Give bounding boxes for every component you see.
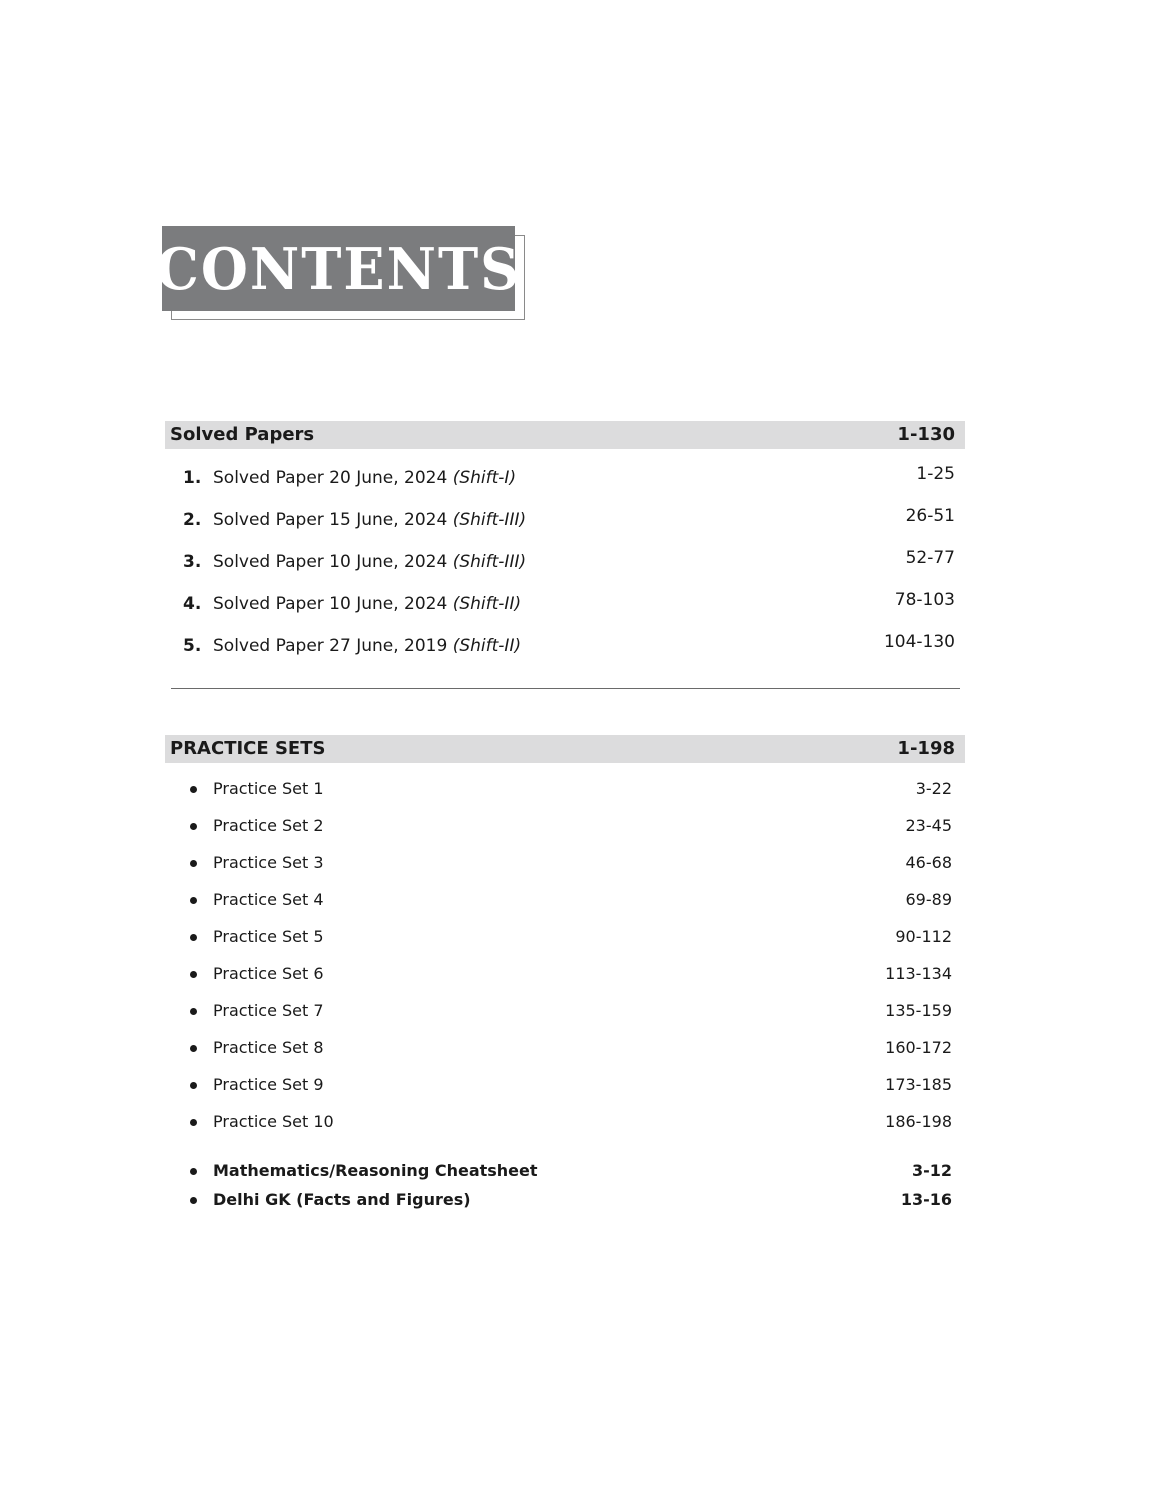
toc-entry-practice-set-1[interactable] <box>165 776 965 802</box>
entry-pages: 1-25 <box>916 464 955 484</box>
entry-pages: 173-185 <box>885 1075 952 1094</box>
solved-papers-header <box>165 421 965 449</box>
toc-entry-solved-paper-5[interactable] <box>165 631 965 661</box>
entry-number: 1. <box>183 468 202 488</box>
section-label: Solved Papers <box>170 424 315 445</box>
bullet-icon <box>190 1119 197 1126</box>
entry-shift: (Shift-II) <box>452 636 522 656</box>
entry-title: Practice Set 4 <box>213 890 324 909</box>
entry-title: Mathematics/Reasoning Cheatsheet <box>213 1161 538 1180</box>
entry-title: Solved Paper 10 June, 2024 (Shift-II) <box>213 594 522 614</box>
bullet-icon <box>190 1082 197 1089</box>
entry-shift: (Shift-III) <box>452 552 527 572</box>
entry-pages: 160-172 <box>885 1038 952 1057</box>
bullet-icon <box>190 897 197 904</box>
entry-title: Practice Set 3 <box>213 853 324 872</box>
toc-entry-practice-set-7[interactable] <box>165 998 965 1024</box>
entry-title: Practice Set 8 <box>213 1038 324 1057</box>
entry-title: Solved Paper 27 June, 2019 (Shift-II) <box>213 636 522 656</box>
entry-title: Practice Set 2 <box>213 816 324 835</box>
section-label: PRACTICE SETS <box>170 738 326 759</box>
entry-title: Delhi GK (Facts and Figures) <box>213 1190 471 1209</box>
bullet-icon <box>190 1168 197 1175</box>
entry-pages: 13-16 <box>900 1190 952 1209</box>
entry-number: 3. <box>183 552 202 572</box>
bullet-icon <box>190 1045 197 1052</box>
entry-pages: 113-134 <box>885 964 952 983</box>
bullet-icon <box>190 934 197 941</box>
contents-title-box <box>155 226 522 311</box>
entry-number: 4. <box>183 594 202 614</box>
entry-pages: 3-12 <box>911 1161 952 1180</box>
bullet-icon <box>190 860 197 867</box>
toc-entry-cheatsheet[interactable] <box>165 1158 965 1184</box>
entry-pages: 90-112 <box>895 927 952 946</box>
entry-pages: 104-130 <box>883 632 955 652</box>
entry-title: Practice Set 10 <box>213 1112 334 1131</box>
section-pages: 1-130 <box>897 424 955 445</box>
entry-shift: (Shift-II) <box>452 594 522 614</box>
entry-pages: 186-198 <box>885 1112 952 1131</box>
section-divider <box>171 688 960 689</box>
toc-entry-practice-set-5[interactable] <box>165 924 965 950</box>
entry-title: Solved Paper 20 June, 2024 (Shift-I) <box>213 468 517 488</box>
entry-pages: 52-77 <box>905 548 955 568</box>
entry-pages: 23-45 <box>905 816 952 835</box>
bullet-icon <box>190 823 197 830</box>
bullet-icon <box>190 971 197 978</box>
toc-entry-practice-set-6[interactable] <box>165 961 965 987</box>
entry-pages: 26-51 <box>905 506 955 526</box>
entry-shift: (Shift-III) <box>452 510 527 530</box>
entry-shift: (Shift-I) <box>452 468 517 488</box>
entry-title: Practice Set 9 <box>213 1075 324 1094</box>
entry-title: Practice Set 1 <box>213 779 324 798</box>
toc-entry-solved-paper-3[interactable] <box>165 547 965 577</box>
entry-pages: 46-68 <box>905 853 952 872</box>
bullet-icon <box>190 786 197 793</box>
section-pages: 1-198 <box>897 738 955 759</box>
bullet-icon <box>190 1008 197 1015</box>
toc-entry-practice-set-3[interactable] <box>165 850 965 876</box>
contents-title: CONTENTS <box>155 234 522 303</box>
entry-pages: 78-103 <box>894 590 955 610</box>
entry-number: 2. <box>183 510 202 530</box>
toc-entry-solved-paper-1[interactable] <box>165 463 965 493</box>
entry-pages: 3-22 <box>915 779 952 798</box>
practice-sets-header <box>165 735 965 763</box>
entry-pages: 69-89 <box>905 890 952 909</box>
entry-title: Practice Set 5 <box>213 927 324 946</box>
toc-entry-practice-set-10[interactable] <box>165 1109 965 1135</box>
toc-entry-practice-set-4[interactable] <box>165 887 965 913</box>
toc-entry-practice-set-8[interactable] <box>165 1035 965 1061</box>
toc-entry-solved-paper-2[interactable] <box>165 505 965 535</box>
entry-title: Solved Paper 10 June, 2024 (Shift-III) <box>213 552 527 572</box>
entry-number: 5. <box>183 636 202 656</box>
toc-entry-solved-paper-4[interactable] <box>165 589 965 619</box>
toc-entry-practice-set-2[interactable] <box>165 813 965 839</box>
toc-entry-delhi-gk[interactable] <box>165 1187 965 1213</box>
entry-title: Practice Set 6 <box>213 964 324 983</box>
toc-entry-practice-set-9[interactable] <box>165 1072 965 1098</box>
entry-pages: 135-159 <box>885 1001 952 1020</box>
bullet-icon <box>190 1197 197 1204</box>
entry-title: Solved Paper 15 June, 2024 (Shift-III) <box>213 510 527 530</box>
entry-title: Practice Set 7 <box>213 1001 324 1020</box>
